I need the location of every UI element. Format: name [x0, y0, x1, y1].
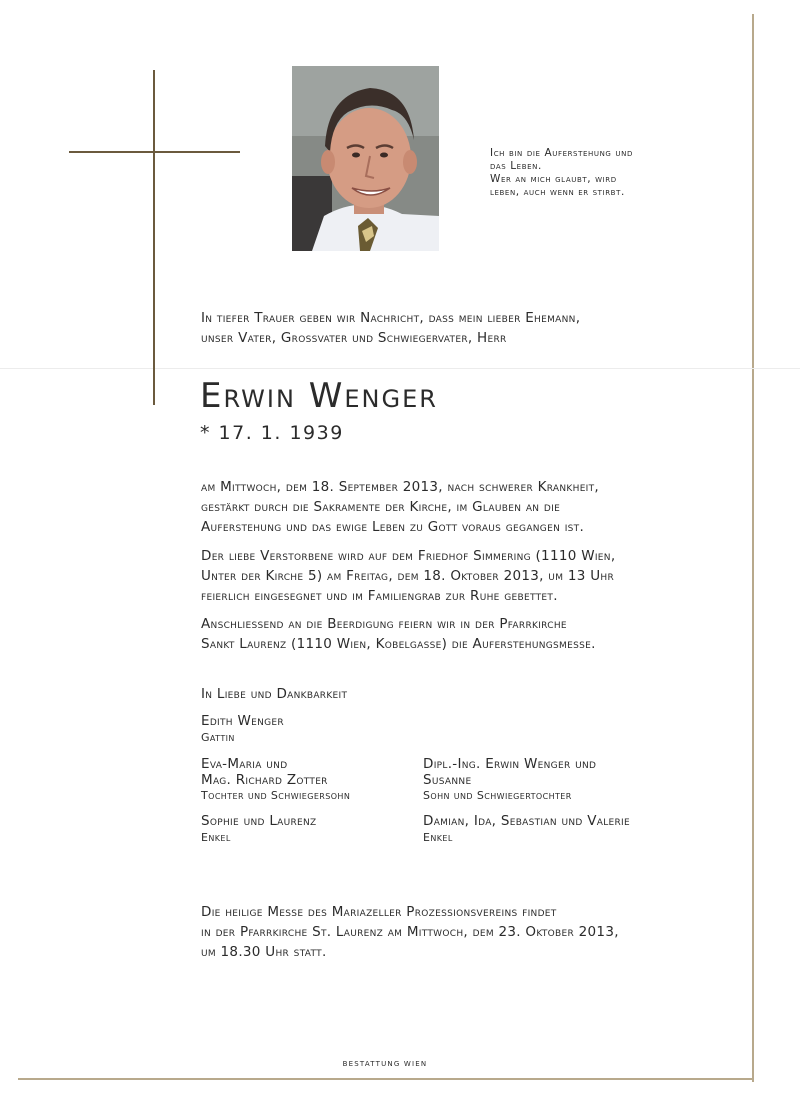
- intro-line: In tiefer Trauer geben wir Nachricht, dass mein lieber Ehemann,: [201, 310, 581, 326]
- frame-bottom-border: [18, 1078, 754, 1080]
- frame-right-border: [752, 14, 754, 1082]
- mourner-name: Sophie und Laurenz: [201, 813, 317, 829]
- mourner-relation: Enkel: [423, 831, 453, 844]
- paragraph-line: Sankt Laurenz (1110 Wien, Kobelgasse) die Auferstehungsmesse.: [201, 636, 596, 652]
- note-line: Die heilige Messe des Mariazeller Prozessionsvereins findet: [201, 904, 557, 920]
- funeral-paragraph: [201, 546, 615, 606]
- mourner-name-line: Mag. Richard Zotter: [201, 772, 328, 788]
- verse-line: Ich bin die Auferstehung und: [490, 147, 633, 159]
- mourner-name: [423, 756, 596, 788]
- mourner-relation: Gattin: [201, 731, 235, 744]
- death-paragraph: [201, 477, 599, 537]
- mourner-name: Edith Wenger: [201, 713, 284, 729]
- paragraph-line: gestärkt durch die Sakramente der Kirche, im Glauben an die: [201, 499, 561, 515]
- mourner-name: [201, 756, 328, 788]
- announcement-intro: [201, 308, 580, 348]
- deceased-name: Erwin Wenger: [200, 376, 438, 416]
- birth-date: * 17. 1. 1939: [200, 422, 344, 444]
- cross-horizontal-bar: [69, 151, 240, 153]
- intro-line: unser Vater, Grossvater und Schwiegervater, Herr: [201, 330, 507, 346]
- mourners-heading: In Liebe und Dankbarkeit: [201, 686, 348, 702]
- paragraph-line: Der liebe Verstorbene wird auf dem Friedhof Simmering (1110 Wien,: [201, 548, 616, 564]
- mourner-name-line: Susanne: [423, 772, 472, 788]
- mourner-name-line: Dipl.-Ing. Erwin Wenger und: [423, 756, 597, 772]
- cross-vertical-bar: [153, 70, 155, 405]
- paragraph-line: am Mittwoch, dem 18. September 2013, nach schwerer Krankheit,: [201, 479, 600, 495]
- mourner-relation: Enkel: [201, 831, 231, 844]
- mourner-name-line: Eva-Maria und: [201, 756, 288, 772]
- memorial-mass-note: [201, 902, 619, 962]
- paragraph-line: Anschliessend an die Beerdigung feiern wir in der Pfarrkirche: [201, 616, 567, 632]
- funeral-home-footer: BESTATTUNG WIEN: [342, 1060, 428, 1068]
- paper-fold-line: [0, 368, 800, 369]
- paragraph-line: feierlich eingesegnet und im Familiengrab zur Ruhe gebettet.: [201, 588, 558, 604]
- note-line: in der Pfarrkirche St. Laurenz am Mittwoch, dem 23. Oktober 2013,: [201, 924, 619, 940]
- mass-paragraph: [201, 614, 596, 654]
- portrait-illustration: [292, 66, 439, 251]
- verse-line: das Leben.: [490, 160, 542, 172]
- mourner-relation: Tochter und Schwiegersohn: [201, 789, 351, 802]
- paragraph-line: Auferstehung und das ewige Leben zu Gott voraus gegangen ist.: [201, 519, 585, 535]
- mourner-relation: Sohn und Schwiegertochter: [423, 789, 572, 802]
- mourner-name: Damian, Ida, Sebastian und Valerie: [423, 813, 630, 829]
- verse-line: leben, auch wenn er stirbt.: [490, 186, 625, 198]
- note-line: um 18.30 Uhr statt.: [201, 944, 327, 960]
- portrait-photo: [292, 66, 439, 251]
- bible-verse: [490, 147, 740, 199]
- verse-line: Wer an mich glaubt, wird: [490, 173, 617, 185]
- paragraph-line: Unter der Kirche 5) am Freitag, dem 18. Oktober 2013, um 13 Uhr: [201, 568, 615, 584]
